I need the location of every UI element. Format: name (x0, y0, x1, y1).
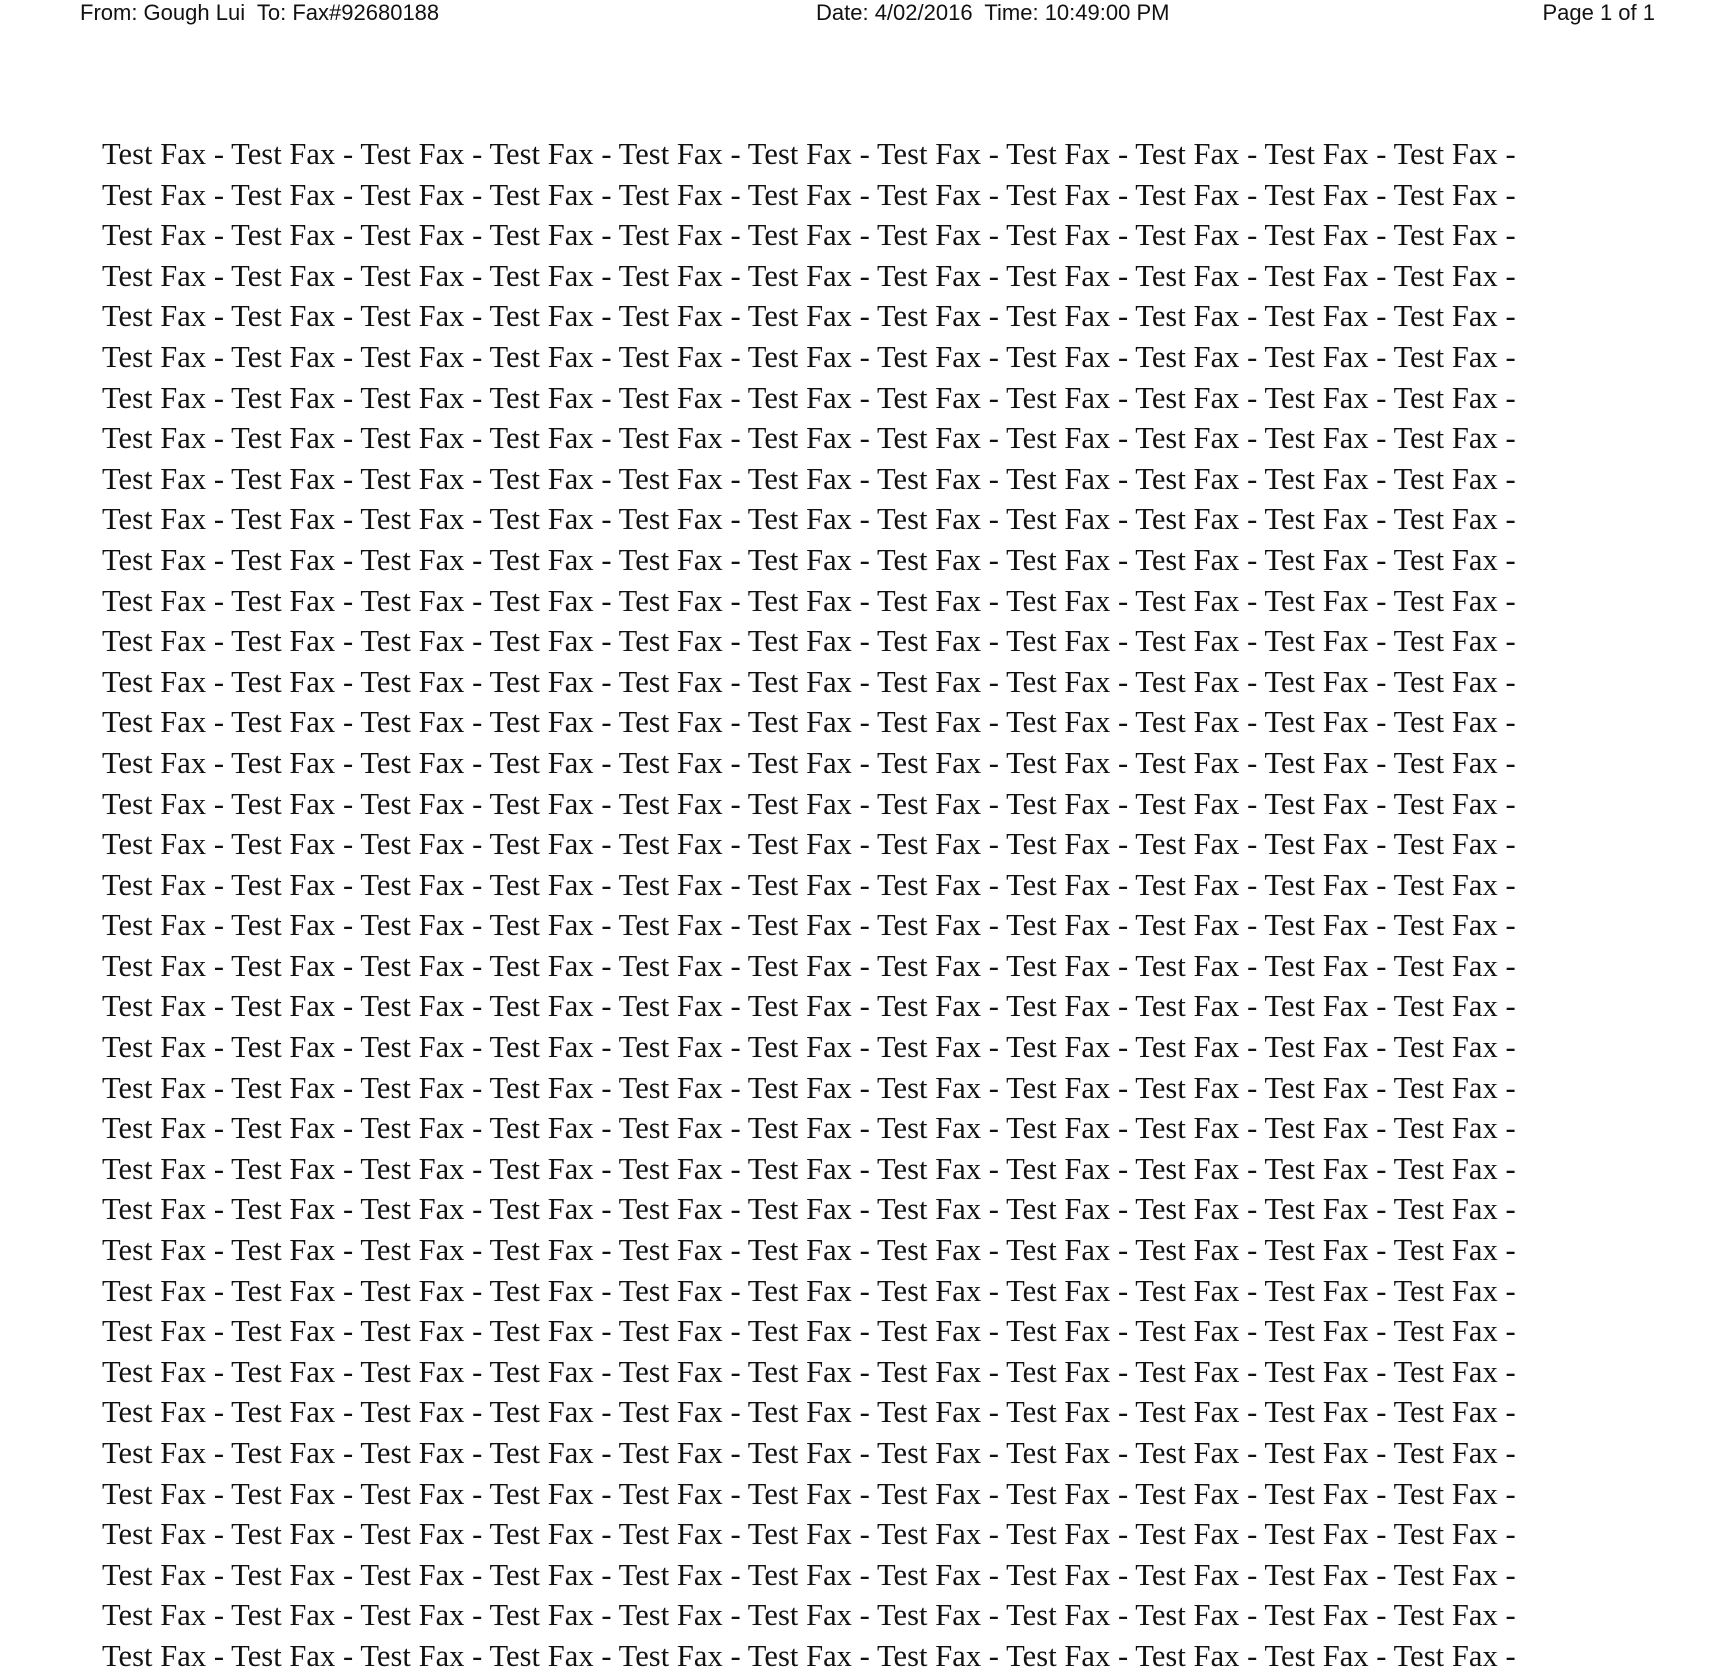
body-line: Test Fax - Test Fax - Test Fax - Test Fax - Test Fax - Test Fax - Test Fax - Test Fax - Test Fax - Test Fax - Test Fax - (102, 948, 1516, 983)
body-line: Test Fax - Test Fax - Test Fax - Test Fax - Test Fax - Test Fax - Test Fax - Test Fax - Test Fax - Test Fax - Test Fax - (102, 1030, 1516, 1065)
body-line: Test Fax - Test Fax - Test Fax - Test Fax - Test Fax - Test Fax - Test Fax - Test Fax - Test Fax - Test Fax - Test Fax - (102, 705, 1516, 740)
fax-body (102, 134, 1662, 1673)
body-line: Test Fax - Test Fax - Test Fax - Test Fax - Test Fax - Test Fax - Test Fax - Test Fax - Test Fax - Test Fax - Test Fax - (102, 380, 1516, 415)
body-line: Test Fax - Test Fax - Test Fax - Test Fax - Test Fax - Test Fax - Test Fax - Test Fax - Test Fax - Test Fax - Test Fax - (102, 1436, 1516, 1470)
sender-recipient: From: Gough Lui To: Fax#92680188 (80, 0, 440, 25)
body-line: Test Fax - Test Fax - Test Fax - Test Fax - Test Fax - Test Fax - Test Fax - Test Fax - Test Fax - Test Fax - Test Fax - (102, 1557, 1516, 1592)
body-line: Test Fax - Test Fax - Test Fax - Test Fax - Test Fax - Test Fax - Test Fax - Test Fax - Test Fax - Test Fax - Test Fax - (102, 1638, 1516, 1673)
body-line: Test Fax - Test Fax - Test Fax - Test Fax - Test Fax - Test Fax - Test Fax - Test Fax - Test Fax - Test Fax - Test Fax - (102, 1598, 1516, 1633)
body-line: Test Fax - Test Fax - Test Fax - Test Fax - Test Fax - Test Fax - Test Fax - Test Fax - Test Fax - Test Fax - Test Fax - (102, 1070, 1516, 1105)
body-line: Test Fax - Test Fax - Test Fax - Test Fax - Test Fax - Test Fax - Test Fax - Test Fax - Test Fax - Test Fax - Test Fax - (102, 908, 1516, 943)
body-line: Test Fax - Test Fax - Test Fax - Test Fax - Test Fax - Test Fax - Test Fax - Test Fax - Test Fax - Test Fax - Test Fax - (102, 218, 1516, 253)
body-line: Test Fax - Test Fax - Test Fax - Test Fax - Test Fax - Test Fax - Test Fax - Test Fax - Test Fax - Test Fax - Test Fax - (102, 461, 1516, 496)
body-line: Test Fax - Test Fax - Test Fax - Test Fax - Test Fax - Test Fax - Test Fax - Test Fax - Test Fax - Test Fax - Test Fax - (102, 786, 1516, 821)
body-line: Test Fax - Test Fax - Test Fax - Test Fax - Test Fax - Test Fax - Test Fax - Test Fax - Test Fax - Test Fax - Test Fax - (102, 989, 1516, 1024)
body-line: Test Fax - Test Fax - Test Fax - Test Fax - Test Fax - Test Fax - Test Fax - Test Fax - Test Fax - Test Fax - Test Fax - (102, 339, 1516, 374)
body-line: Test Fax - Test Fax - Test Fax - Test Fax - Test Fax - Test Fax - Test Fax - Test Fax - Test Fax - Test Fax - Test Fax - (102, 1233, 1516, 1268)
fax-header (0, 0, 1728, 30)
body-line: Test Fax - Test Fax - Test Fax - Test Fax - Test Fax - Test Fax - Test Fax - Test Fax - Test Fax - Test Fax - Test Fax - (102, 867, 1516, 902)
body-line: Test Fax - Test Fax - Test Fax - Test Fax - Test Fax - Test Fax - Test Fax - Test Fax - Test Fax - Test Fax - Test Fax - (102, 1273, 1516, 1308)
body-line: Test Fax - Test Fax - Test Fax - Test Fax - Test Fax - Test Fax - Test Fax - Test Fax - Test Fax - Test Fax - Test Fax - (102, 299, 1516, 334)
body-line: Test Fax - Test Fax - Test Fax - Test Fax - Test Fax - Test Fax - Test Fax - Test Fax - Test Fax - Test Fax - Test Fax - (102, 583, 1516, 618)
body-line: Test Fax - Test Fax - Test Fax - Test Fax - Test Fax - Test Fax - Test Fax - Test Fax - Test Fax - Test Fax - Test Fax - (102, 421, 1516, 456)
body-line: Test Fax - Test Fax - Test Fax - Test Fax - Test Fax - Test Fax - Test Fax - Test Fax - Test Fax - Test Fax - Test Fax - (102, 745, 1516, 780)
body-line: Test Fax - Test Fax - Test Fax - Test Fax - Test Fax - Test Fax - Test Fax - Test Fax - Test Fax - Test Fax - Test Fax - (102, 1517, 1516, 1552)
body-line: Test Fax - Test Fax - Test Fax - Test Fax - Test Fax - Test Fax - Test Fax - Test Fax - Test Fax - Test Fax - Test Fax - (102, 1476, 1516, 1511)
body-line: Test Fax - Test Fax - Test Fax - Test Fax - Test Fax - Test Fax - Test Fax - Test Fax - Test Fax - Test Fax - Test Fax - (102, 1151, 1516, 1186)
body-line: Test Fax - Test Fax - Test Fax - Test Fax - Test Fax - Test Fax - Test Fax - Test Fax - Test Fax - Test Fax - Test Fax - (102, 1395, 1516, 1430)
body-line: Test Fax - Test Fax - Test Fax - Test Fax - Test Fax - Test Fax - Test Fax - Test Fax - Test Fax - Test Fax - Test Fax - (102, 827, 1516, 862)
page-number: Page 1 of 1 (1542, 0, 1655, 25)
body-line: Test Fax - Test Fax - Test Fax - Test Fax - Test Fax - Test Fax - Test Fax - Test Fax - Test Fax - Test Fax - Test Fax - (102, 177, 1516, 212)
body-line: Test Fax - Test Fax - Test Fax - Test Fax - Test Fax - Test Fax - Test Fax - Test Fax - Test Fax - Test Fax - Test Fax - (102, 542, 1516, 577)
body-line: Test Fax - Test Fax - Test Fax - Test Fax - Test Fax - Test Fax - Test Fax - Test Fax - Test Fax - Test Fax - Test Fax - (102, 664, 1516, 699)
body-line: Test Fax - Test Fax - Test Fax - Test Fax - Test Fax - Test Fax - Test Fax - Test Fax - Test Fax - Test Fax - Test Fax - (102, 1192, 1516, 1227)
body-line: Test Fax - Test Fax - Test Fax - Test Fax - Test Fax - Test Fax - Test Fax - Test Fax - Test Fax - Test Fax - Test Fax - (102, 1314, 1516, 1349)
body-line: Test Fax - Test Fax - Test Fax - Test Fax - Test Fax - Test Fax - Test Fax - Test Fax - Test Fax - Test Fax - Test Fax - (102, 1354, 1516, 1389)
body-line: Test Fax - Test Fax - Test Fax - Test Fax - Test Fax - Test Fax - Test Fax - Test Fax - Test Fax - Test Fax - Test Fax - (102, 137, 1516, 171)
date-time: Date: 4/02/2016 Time: 10:49:00 PM (816, 0, 1170, 25)
body-line: Test Fax - Test Fax - Test Fax - Test Fax - Test Fax - Test Fax - Test Fax - Test Fax - Test Fax - Test Fax - Test Fax - (102, 258, 1516, 293)
body-line: Test Fax - Test Fax - Test Fax - Test Fax - Test Fax - Test Fax - Test Fax - Test Fax - Test Fax - Test Fax - Test Fax - (102, 624, 1516, 659)
body-line: Test Fax - Test Fax - Test Fax - Test Fax - Test Fax - Test Fax - Test Fax - Test Fax - Test Fax - Test Fax - Test Fax - (102, 1111, 1516, 1146)
body-line: Test Fax - Test Fax - Test Fax - Test Fax - Test Fax - Test Fax - Test Fax - Test Fax - Test Fax - Test Fax - Test Fax - (102, 502, 1516, 537)
